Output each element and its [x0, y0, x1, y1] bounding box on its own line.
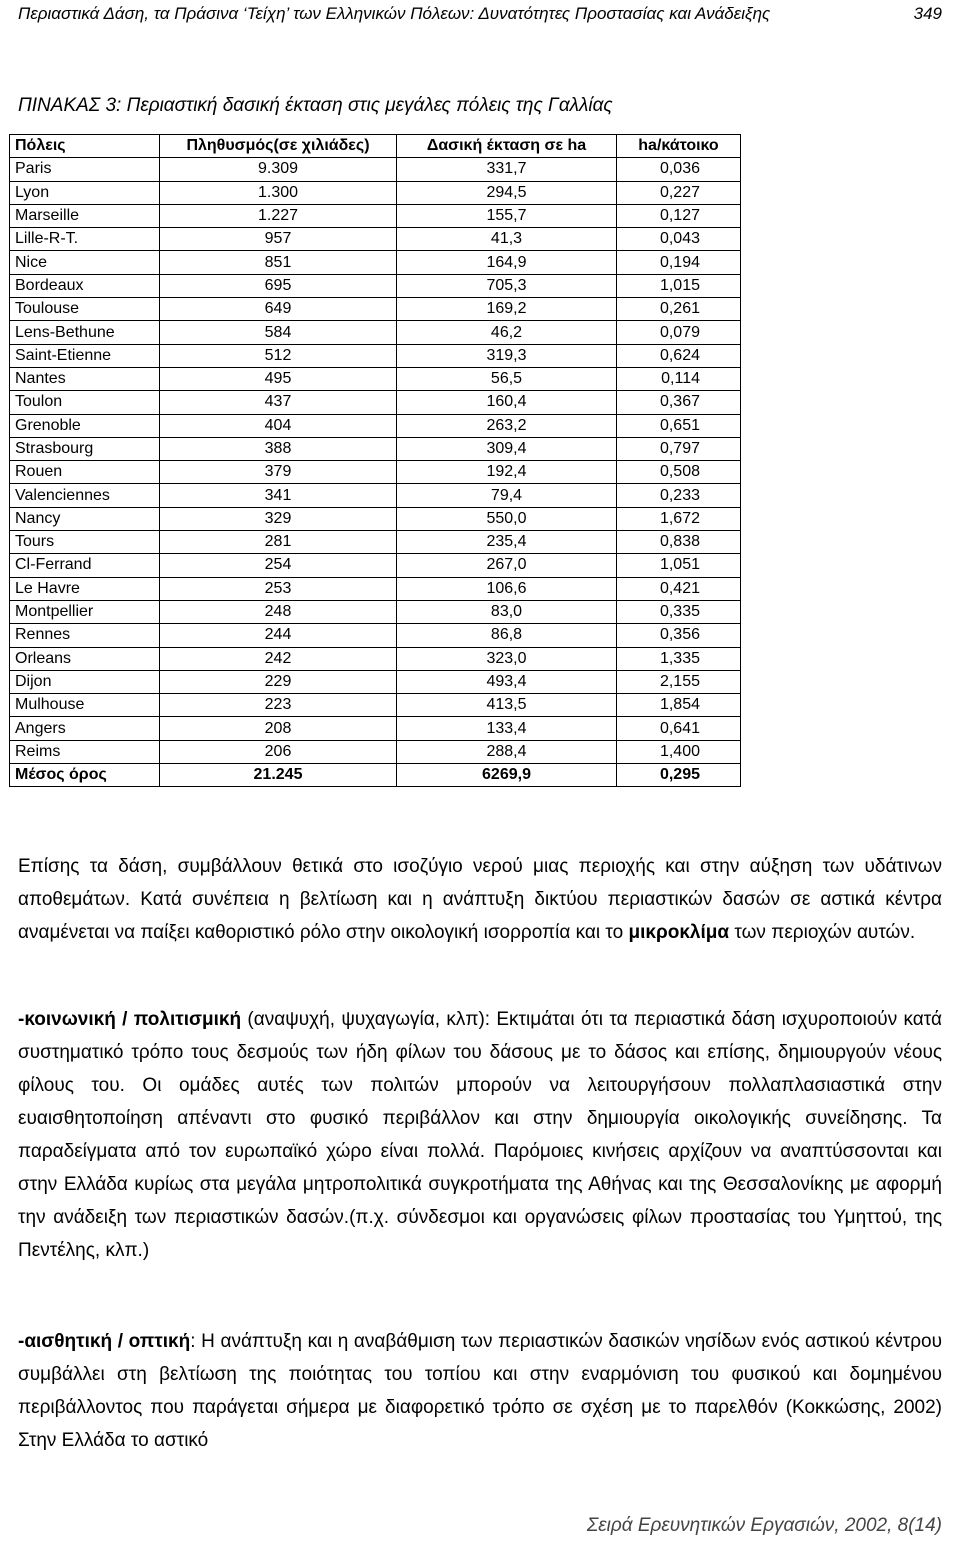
- cell-city: Orleans: [10, 647, 160, 670]
- table-row: [10, 321, 741, 344]
- cell-forest-area: 267,0: [397, 554, 617, 577]
- cell-population: 649: [160, 298, 397, 321]
- table-row: [10, 181, 741, 204]
- table-row: [10, 367, 741, 390]
- forest-area-table: [9, 134, 741, 787]
- cell-forest-area: 56,5: [397, 367, 617, 390]
- cell-forest-area: 413,5: [397, 694, 617, 717]
- cell-population: 404: [160, 414, 397, 437]
- table-row: [10, 717, 741, 740]
- cell-forest-area: 133,4: [397, 717, 617, 740]
- cell-ha-per-resident: 0,641: [617, 717, 741, 740]
- cell-forest-area: 319,3: [397, 344, 617, 367]
- cell-forest-area: 164,9: [397, 251, 617, 274]
- paragraph-text: : Η ανάπτυξη και η αναβάθμιση των περιαστικών δασικών νησίδων ενός αστικού κέντρου συμβάλλει στη βελτίωση της ποιότητας του τοπίου και στην εναρμόνιση του φυσικού και δομημένου περιβάλλοντος που παράγεται σήμερα με διαφορετικό τρόπο σε σχέση με το παρελθόν (Κοκκώσης, 2002) Στην Ελλάδα το αστικό: [18, 1331, 942, 1451]
- cell-ha-per-resident: 0,079: [617, 321, 741, 344]
- cell-city: Dijon: [10, 670, 160, 693]
- cell-city: Toulouse: [10, 298, 160, 321]
- cell-population: 379: [160, 461, 397, 484]
- paragraph-aesthetic: [18, 1325, 942, 1457]
- cell-city: Lille-R-T.: [10, 228, 160, 251]
- cell-population: 281: [160, 531, 397, 554]
- running-footer: Σειρά Ερευνητικών Εργασιών, 2002, 8(14): [586, 1515, 942, 1536]
- cell-ha-per-resident: 1,015: [617, 274, 741, 297]
- cell-city: Marseille: [10, 204, 160, 227]
- cell-city: Lens-Bethune: [10, 321, 160, 344]
- cell-population: 1.300: [160, 181, 397, 204]
- cell-city: Rennes: [10, 624, 160, 647]
- cell-ha-per-resident: 0,295: [617, 764, 741, 787]
- table-row: [10, 554, 741, 577]
- cell-forest-area: 106,6: [397, 577, 617, 600]
- cell-city: Reims: [10, 740, 160, 763]
- cell-population: 495: [160, 367, 397, 390]
- cell-forest-area: 493,4: [397, 670, 617, 693]
- cell-population: 21.245: [160, 764, 397, 787]
- cell-forest-area: 294,5: [397, 181, 617, 204]
- header-title: Περιαστικά Δάση, τα Πράσινα ‘Τείχη’ των Ελληνικών Πόλεων: Δυνατότητες Προστασίας και Ανάδειξης: [18, 4, 771, 23]
- cell-population: 242: [160, 647, 397, 670]
- table-row: [10, 670, 741, 693]
- cell-ha-per-resident: 0,838: [617, 531, 741, 554]
- table-row: [10, 740, 741, 763]
- table-caption: ΠΙΝΑΚΑΣ 3: Περιαστική δασική έκταση στις μεγάλες πόλεις της Γαλλίας: [18, 95, 613, 116]
- cell-city: Montpellier: [10, 600, 160, 623]
- cell-forest-area: 550,0: [397, 507, 617, 530]
- cell-city: Valenciennes: [10, 484, 160, 507]
- cell-ha-per-resident: 0,651: [617, 414, 741, 437]
- cell-ha-per-resident: 0,227: [617, 181, 741, 204]
- table-row: [10, 204, 741, 227]
- cell-city: Le Havre: [10, 577, 160, 600]
- cell-city: Paris: [10, 158, 160, 181]
- cell-forest-area: 41,3: [397, 228, 617, 251]
- cell-forest-area: 46,2: [397, 321, 617, 344]
- paragraph-lead-social: -κοινωνική / πολιτισμική: [18, 1009, 242, 1030]
- cell-ha-per-resident: 0,367: [617, 391, 741, 414]
- cell-population: 695: [160, 274, 397, 297]
- cell-forest-area: 83,0: [397, 600, 617, 623]
- cell-population: 248: [160, 600, 397, 623]
- cell-ha-per-resident: 1,400: [617, 740, 741, 763]
- table-average-row: [10, 764, 741, 787]
- cell-population: 329: [160, 507, 397, 530]
- cell-city: Mulhouse: [10, 694, 160, 717]
- cell-city: Toulon: [10, 391, 160, 414]
- table-row: [10, 507, 741, 530]
- cell-city: Cl-Ferrand: [10, 554, 160, 577]
- cell-ha-per-resident: 1,672: [617, 507, 741, 530]
- cell-city: Angers: [10, 717, 160, 740]
- column-header-ha-per-resident: ha/κάτοικο: [617, 135, 741, 158]
- cell-forest-area: 6269,9: [397, 764, 617, 787]
- cell-forest-area: 155,7: [397, 204, 617, 227]
- cell-forest-area: 323,0: [397, 647, 617, 670]
- cell-population: 244: [160, 624, 397, 647]
- cell-ha-per-resident: 0,036: [617, 158, 741, 181]
- cell-ha-per-resident: 0,261: [617, 298, 741, 321]
- cell-ha-per-resident: 0,114: [617, 367, 741, 390]
- cell-ha-per-resident: 0,356: [617, 624, 741, 647]
- table-row: [10, 344, 741, 367]
- table-row: [10, 298, 741, 321]
- paragraph-water-balance: [18, 850, 942, 949]
- cell-forest-area: 263,2: [397, 414, 617, 437]
- cell-city: Rouen: [10, 461, 160, 484]
- cell-ha-per-resident: 1,335: [617, 647, 741, 670]
- cell-population: 388: [160, 437, 397, 460]
- cell-city: Nice: [10, 251, 160, 274]
- cell-forest-area: 169,2: [397, 298, 617, 321]
- cell-population: 253: [160, 577, 397, 600]
- column-header-cities: Πόλεις: [10, 135, 160, 158]
- cell-population: 254: [160, 554, 397, 577]
- table-row: [10, 228, 741, 251]
- cell-ha-per-resident: 2,155: [617, 670, 741, 693]
- cell-forest-area: 79,4: [397, 484, 617, 507]
- cell-ha-per-resident: 1,051: [617, 554, 741, 577]
- cell-ha-per-resident: 0,194: [617, 251, 741, 274]
- paragraph-text: (αναψυχή, ψυχαγωγία, κλπ): Εκτιμάται ότι τα περιαστικά δάση ισχυροποιούν κατά συστηματικό τρόπο τους δεσμούς των ήδη φίλων του δάσους με το δάσος και επίσης, δημιουργούν νέους φίλους του. Οι ομάδες αυτές των πολιτών μπορούν να λειτουργήσουν πολλαπλασιαστικά στην ευαισθητοποίηση απέναντι στο φυσικό περιβάλλον και στην δημιουργία οικολογικής συνείδησης. Τα παραδείγματα από τον ευρωπαϊκό χώρο είναι πολλά. Παρόμοιες κινήσεις αρχίζουν να αναπτύσσονται και στην Ελλάδα κυρίως στα μεγάλα μητροπολιτικά συγκροτήματα της Αθήνας και της Θεσσαλονίκης με αφορμή την ανάδειξη των περιαστικών δασών.(π.χ. σύνδεσμοι και οργανώσεις φίλων προστασίας του Υμηττού, της Πεντέλης, κλπ.): [18, 1009, 942, 1261]
- paragraph-text: Επίσης τα δάση, συμβάλλουν θετικά στο ισοζύγιο νερού μιας περιοχής και στην αύξηση των υδάτινων αποθεμάτων. Κατά συνέπεια η βελτίωση και η ανάπτυξη δικτύου περιαστικών δασών σε αστικά κέντρα αναμένεται να παίξει καθοριστικό ρόλο στην οικολογική ισορροπία και το: [18, 856, 942, 943]
- cell-population: 208: [160, 717, 397, 740]
- page-number: 349: [913, 4, 942, 23]
- table-row: [10, 531, 741, 554]
- cell-city: Lyon: [10, 181, 160, 204]
- table-row: [10, 600, 741, 623]
- cell-population: 223: [160, 694, 397, 717]
- cell-population: 851: [160, 251, 397, 274]
- cell-population: 341: [160, 484, 397, 507]
- cell-population: 437: [160, 391, 397, 414]
- cell-city: Nantes: [10, 367, 160, 390]
- cell-forest-area: 288,4: [397, 740, 617, 763]
- cell-ha-per-resident: 0,233: [617, 484, 741, 507]
- cell-city: Bordeaux: [10, 274, 160, 297]
- paragraph-social-cultural: [18, 1003, 942, 1267]
- cell-ha-per-resident: 0,624: [617, 344, 741, 367]
- cell-ha-per-resident: 0,508: [617, 461, 741, 484]
- table-row: [10, 694, 741, 717]
- paragraph-lead-aesthetic: -αισθητική / οπτική: [18, 1331, 191, 1352]
- cell-city: Grenoble: [10, 414, 160, 437]
- cell-forest-area: 86,8: [397, 624, 617, 647]
- cell-ha-per-resident: 0,797: [617, 437, 741, 460]
- cell-population: 1.227: [160, 204, 397, 227]
- running-header: [18, 2, 942, 26]
- table-body: [10, 158, 741, 787]
- paragraph-text: των περιοχών αυτών.: [729, 922, 916, 943]
- cell-city: Saint-Etienne: [10, 344, 160, 367]
- table-row: [10, 577, 741, 600]
- cell-forest-area: 235,4: [397, 531, 617, 554]
- cell-city: Nancy: [10, 507, 160, 530]
- cell-city: Tours: [10, 531, 160, 554]
- cell-forest-area: 192,4: [397, 461, 617, 484]
- column-header-forest-area: Δασική έκταση σε ha: [397, 135, 617, 158]
- cell-population: 957: [160, 228, 397, 251]
- cell-population: 512: [160, 344, 397, 367]
- cell-population: 584: [160, 321, 397, 344]
- table-row: [10, 461, 741, 484]
- cell-forest-area: 705,3: [397, 274, 617, 297]
- column-header-population: Πληθυσμός(σε χιλιάδες): [160, 135, 397, 158]
- table-row: [10, 414, 741, 437]
- cell-city: Strasbourg: [10, 437, 160, 460]
- cell-ha-per-resident: 0,043: [617, 228, 741, 251]
- cell-ha-per-resident: 0,421: [617, 577, 741, 600]
- cell-ha-per-resident: 0,127: [617, 204, 741, 227]
- bold-term-microclimate: μικροκλίμα: [628, 922, 730, 943]
- cell-forest-area: 309,4: [397, 437, 617, 460]
- table-row: [10, 274, 741, 297]
- cell-city: Μέσος όρος: [10, 764, 160, 787]
- table-row: [10, 437, 741, 460]
- cell-ha-per-resident: 0,335: [617, 600, 741, 623]
- cell-population: 229: [160, 670, 397, 693]
- cell-forest-area: 160,4: [397, 391, 617, 414]
- cell-ha-per-resident: 1,854: [617, 694, 741, 717]
- cell-population: 9.309: [160, 158, 397, 181]
- table-header-row: [10, 135, 741, 158]
- table-row: [10, 391, 741, 414]
- cell-forest-area: 331,7: [397, 158, 617, 181]
- table-row: [10, 624, 741, 647]
- table-row: [10, 158, 741, 181]
- table-row: [10, 251, 741, 274]
- table-row: [10, 647, 741, 670]
- table-row: [10, 484, 741, 507]
- cell-population: 206: [160, 740, 397, 763]
